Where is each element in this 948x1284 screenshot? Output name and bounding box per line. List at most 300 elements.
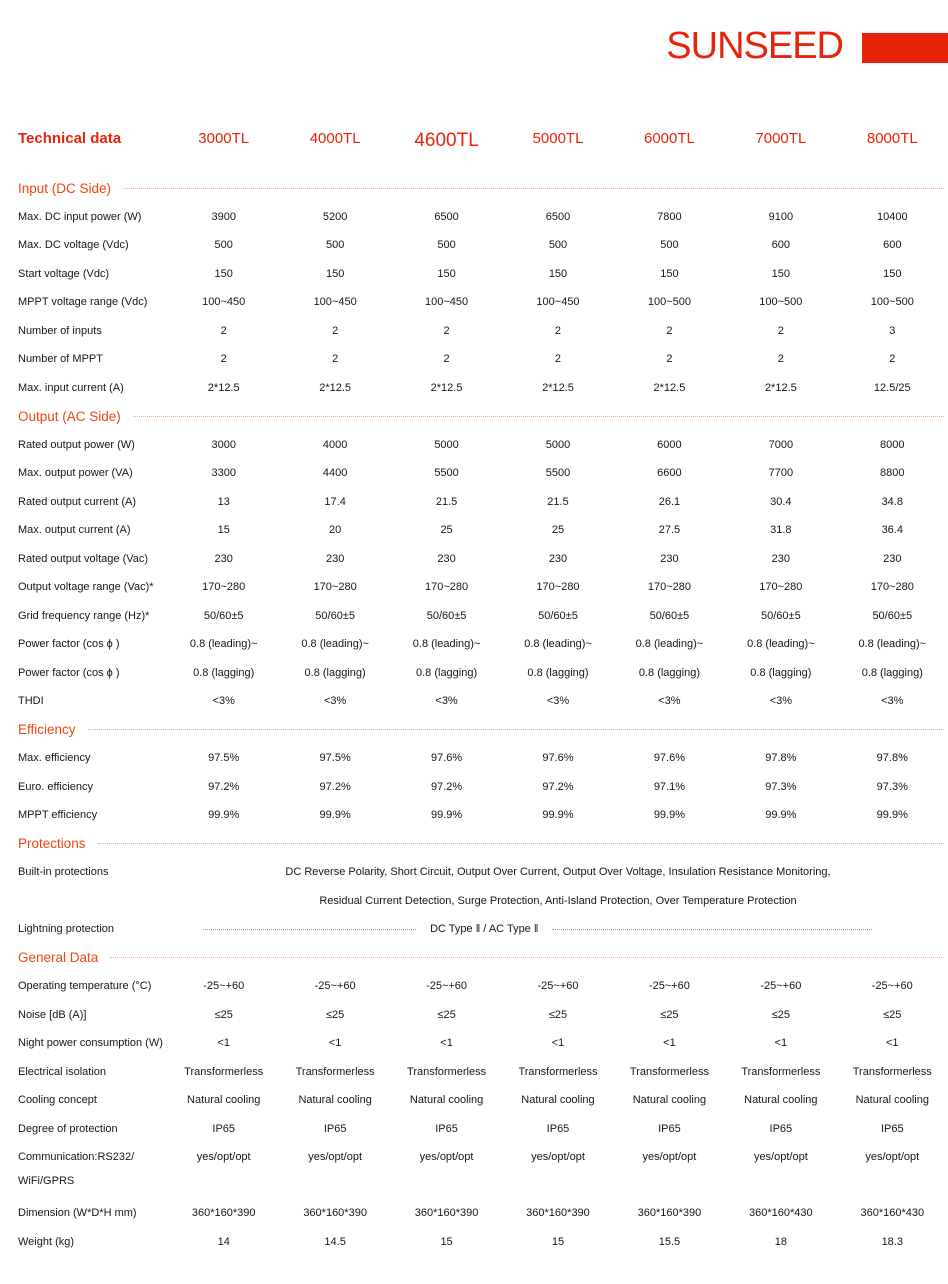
spec-value: yes/opt/opt [419, 1151, 474, 1163]
spec-value: <3% [435, 695, 458, 708]
spec-value: 17.4 [324, 495, 346, 508]
spec-label-line: WiFi/GPRS [18, 1174, 75, 1187]
spec-value: 500 [437, 239, 456, 252]
spec-value: yes/opt/opt [531, 1151, 585, 1163]
spec-label: Lightning protection [18, 923, 115, 935]
spec-value: <1 [886, 1037, 899, 1050]
section-title: Output (AC Side) [18, 408, 121, 424]
spec-label [0, 288, 168, 317]
spec-value: 30.4 [770, 495, 792, 508]
section-divider-line [123, 188, 944, 189]
spec-label [0, 203, 168, 232]
spec-span-text: DC Reverse Polarity, Short Circuit, Output Over Current, Output Over Voltage, Insulation Resistance Monitoring, [285, 866, 831, 879]
spec-row [0, 1029, 948, 1058]
section-title: Efficiency [18, 722, 76, 738]
spec-value: 50/60±5 [426, 609, 467, 622]
spec-label [0, 345, 168, 374]
spec-label-line: Degree of protection [18, 1122, 118, 1135]
section-header [0, 716, 948, 745]
spec-value: 99.9% [430, 809, 463, 822]
spec-value: Natural cooling [187, 1094, 261, 1107]
spec-value: Transformerless [407, 1065, 487, 1078]
spec-row [0, 687, 948, 716]
spec-value: 100~450 [424, 296, 469, 309]
spec-value: 0.8 (lagging) [415, 666, 478, 679]
spec-label [0, 1199, 168, 1228]
spec-row [0, 231, 948, 260]
spec-value: <3% [658, 695, 681, 708]
spec-value: 170~280 [424, 581, 469, 594]
spec-value: 99.9% [208, 809, 240, 822]
spec-value: -25~+60 [648, 980, 690, 993]
spec-value: ≤25 [771, 1008, 790, 1021]
model-header-3000tl: 3000TL [198, 129, 250, 147]
spec-value: 360*160*390 [637, 1207, 702, 1220]
spec-value: Natural cooling [744, 1094, 818, 1107]
spec-label [0, 1228, 168, 1257]
spec-value: 99.9% [319, 809, 351, 822]
spec-value: 6600 [657, 467, 682, 480]
spec-label-line: Euro. efficiency [18, 780, 94, 793]
spec-value: 2 [666, 324, 673, 337]
spec-value: 97.2% [430, 780, 463, 793]
spec-row [0, 573, 948, 602]
spec-value: Natural cooling [855, 1094, 929, 1107]
spec-value: 20 [329, 524, 342, 537]
spec-label-line: Power factor (cos ϕ ) [18, 666, 120, 679]
spec-label [0, 1029, 168, 1058]
spec-value: <3% [881, 695, 904, 708]
spec-value: 0.8 (lagging) [861, 666, 923, 679]
spec-value: 3300 [211, 467, 236, 480]
spec-value: 0.8 (lagging) [193, 666, 255, 679]
spec-label [0, 260, 168, 289]
spec-value: IP65 [658, 1122, 681, 1135]
spec-value: 2 [889, 353, 896, 366]
spec-value: 5200 [322, 210, 348, 223]
spec-value: -25~+60 [203, 980, 245, 993]
spec-value: 230 [660, 552, 679, 565]
spec-label [0, 545, 168, 574]
spec-row-dotted [0, 915, 948, 944]
spec-value: 8000 [880, 438, 905, 451]
spec-value: 2 [332, 324, 339, 337]
spec-value: 97.1% [653, 780, 686, 793]
spec-row [0, 516, 948, 545]
spec-value: 7800 [657, 210, 682, 223]
spec-label [0, 231, 168, 260]
spec-value: yes/opt/opt [196, 1151, 251, 1163]
spec-value: 230 [883, 552, 902, 565]
spec-row [0, 1115, 948, 1144]
section-divider-line [110, 957, 944, 958]
spec-value: 100~500 [870, 296, 914, 309]
spec-value: 97.8% [765, 752, 797, 765]
spec-value: 31.8 [770, 524, 792, 537]
spec-value: 15 [217, 524, 230, 537]
spec-value: 0.8 (leading)~ [858, 638, 927, 651]
spec-label-line: Number of MPPT [18, 353, 103, 365]
spec-label-line: Output voltage range (Vac)* [18, 581, 154, 593]
spec-label-line: THDI [18, 695, 44, 707]
spec-value: 150 [771, 267, 791, 280]
spec-label [0, 801, 168, 830]
spec-value: 99.9% [876, 809, 908, 822]
spec-value: 7700 [768, 467, 794, 480]
spec-value: 50/60±5 [649, 609, 690, 622]
spec-value: 97.8% [876, 752, 908, 765]
spec-dotted-center [168, 923, 948, 935]
spec-row [0, 345, 948, 374]
spec-label-line: Start voltage (Vdc) [18, 267, 110, 280]
model-header-6000tl: 6000TL [643, 129, 695, 147]
spec-value: 2*12.5 [207, 381, 240, 394]
spec-value: 50/60±5 [315, 609, 355, 622]
table-title: Technical data [18, 129, 122, 147]
model-header-5000tl: 5000TL [532, 129, 584, 147]
spec-value: 360*160*390 [191, 1207, 256, 1220]
spec-value: 150 [214, 267, 233, 280]
spec-value: 2*12.5 [430, 381, 463, 394]
dotted-line-right [552, 929, 872, 930]
spec-value: 18.3 [881, 1235, 903, 1248]
spec-value: 0.8 (leading)~ [524, 638, 592, 651]
spec-value: 97.3% [765, 780, 797, 793]
spec-value: 5000 [434, 438, 459, 451]
spec-value: 100~450 [313, 296, 357, 309]
spec-label [0, 773, 168, 802]
section-title: General Data [18, 950, 99, 966]
spec-row [0, 801, 948, 830]
spec-row [0, 203, 948, 232]
spec-value: 170~280 [313, 581, 357, 594]
spec-label-line: Noise [dB (A)] [18, 1008, 87, 1021]
spec-value: IP65 [323, 1122, 347, 1135]
spec-value: 25 [440, 524, 453, 537]
spec-value: 26.1 [658, 495, 681, 508]
spec-value: 150 [883, 267, 902, 280]
spec-value: 21.5 [435, 495, 458, 508]
spec-value: ≤25 [660, 1008, 679, 1021]
spec-value: 99.9% [542, 809, 574, 822]
spec-label-line: Dimension (W*D*H mm) [18, 1207, 137, 1219]
spec-row [0, 1058, 948, 1087]
spec-label [0, 687, 168, 716]
spec-value: 36.4 [881, 524, 903, 537]
spec-value: IP65 [546, 1122, 570, 1135]
spec-value: -25~+60 [871, 980, 913, 993]
spec-label-line: Max. output power (VA) [18, 467, 133, 479]
spec-value: 2*12.5 [653, 381, 686, 394]
model-header-8000tl: 8000TL [866, 129, 918, 147]
spec-row [0, 545, 948, 574]
spec-value: 500 [325, 239, 345, 252]
spec-value: 170~280 [759, 581, 803, 594]
spec-value: <1 [774, 1037, 788, 1050]
spec-row [0, 459, 948, 488]
spec-value: 97.2% [319, 780, 351, 793]
spec-value: -25~+60 [760, 980, 802, 993]
spec-value: yes/opt/opt [753, 1151, 808, 1163]
spec-label-line: Max. output current (A) [18, 524, 131, 536]
spec-value: 0.8 (leading)~ [301, 638, 369, 651]
spec-table-body [0, 174, 948, 1256]
spec-value: 3 [889, 324, 896, 337]
spec-row-span [0, 858, 948, 887]
spec-value: <3% [769, 695, 793, 708]
spec-value: Transformerless [629, 1065, 709, 1078]
spec-value: IP65 [769, 1122, 793, 1135]
spec-label [0, 573, 168, 602]
spec-value: 0.8 (leading)~ [635, 638, 704, 651]
spec-value: 360*160*390 [526, 1207, 590, 1220]
spec-value: 0.8 (leading)~ [747, 638, 815, 651]
spec-row [0, 317, 948, 346]
spec-dotted-text: DC Type ‖ / AC Type ‖ [430, 923, 539, 936]
spec-value: 3000 [211, 438, 236, 451]
spec-label-line: Cooling concept [18, 1094, 97, 1106]
spec-label [0, 1001, 168, 1030]
spec-value: 500 [660, 239, 679, 252]
spec-value: <1 [663, 1037, 676, 1050]
section-divider-line [98, 843, 944, 844]
spec-label [0, 1143, 168, 1193]
spec-value: Natural cooling [409, 1094, 484, 1107]
spec-value: <1 [551, 1037, 565, 1050]
spec-value: 2 [777, 324, 784, 337]
spec-value: 230 [771, 552, 791, 565]
spec-label [0, 317, 168, 346]
spec-value: 97.5% [208, 752, 240, 765]
spec-value: 230 [325, 552, 345, 565]
spec-label-line: Number of inputs [18, 324, 102, 337]
section-title: Protections [18, 836, 86, 852]
spec-value: ≤25 [548, 1008, 568, 1021]
spec-value: 97.5% [319, 752, 351, 765]
spec-value: 600 [883, 239, 902, 252]
spec-label-line: Weight (kg) [18, 1235, 75, 1248]
spec-label [0, 488, 168, 517]
spec-value: 0.8 (lagging) [527, 666, 589, 679]
spec-value: 99.9% [653, 809, 686, 822]
spec-value: 360*160*390 [414, 1207, 479, 1220]
spec-value: 97.6% [430, 752, 463, 765]
spec-value: 150 [437, 267, 456, 280]
spec-value: 100~450 [202, 296, 246, 309]
spec-label [0, 431, 168, 460]
spec-value: 97.2% [208, 780, 240, 793]
spec-value: 170~280 [647, 581, 691, 594]
spec-value: 5500 [434, 467, 459, 480]
spec-value: Natural cooling [298, 1094, 372, 1107]
spec-value: 99.9% [765, 809, 797, 822]
spec-value: 13 [217, 495, 230, 508]
spec-value: 50/60±5 [203, 609, 244, 622]
spec-value: 230 [548, 552, 568, 565]
section-title: Input (DC Side) [18, 180, 112, 196]
model-header-4600tl: 4600TL [414, 130, 479, 151]
spec-value: yes/opt/opt [308, 1151, 363, 1163]
spec-value: <1 [440, 1037, 453, 1050]
spec-value: 97.3% [876, 780, 908, 793]
spec-label [0, 1058, 168, 1087]
spec-value: 170~280 [536, 581, 580, 594]
spec-value: 100~500 [647, 296, 691, 309]
section-header [0, 830, 948, 859]
spec-value: 230 [214, 552, 233, 565]
spec-label [0, 744, 168, 773]
section-header [0, 174, 948, 203]
spec-value: yes/opt/opt [865, 1151, 920, 1163]
spec-value: -25~+60 [314, 980, 356, 993]
spec-value: ≤25 [883, 1008, 902, 1021]
section-header [0, 402, 948, 431]
spec-value: IP65 [880, 1122, 904, 1135]
spec-value: 21.5 [547, 495, 569, 508]
spec-row [0, 744, 948, 773]
spec-label: Built-in protections [18, 866, 109, 878]
spec-label-line: Max. efficiency [18, 752, 91, 764]
spec-value: Transformerless [518, 1065, 598, 1078]
spec-label-line: Rated output voltage (Vac) [18, 552, 149, 565]
spec-value: 170~280 [202, 581, 246, 594]
spec-label [0, 459, 168, 488]
spec-value: 6000 [657, 438, 682, 451]
model-header-4000tl: 4000TL [309, 129, 361, 147]
section-divider-line [88, 729, 944, 730]
spec-value: 0.8 (leading)~ [189, 638, 258, 651]
spec-row [0, 1001, 948, 1030]
spec-value: 15.5 [658, 1235, 681, 1248]
spec-value: 34.8 [881, 495, 903, 508]
spec-label [0, 659, 168, 688]
spec-row-span [0, 887, 948, 916]
spec-value: <3% [546, 695, 570, 708]
dotted-line-left [203, 929, 416, 930]
spec-row [0, 773, 948, 802]
spec-value: 97.6% [542, 752, 574, 765]
model-header-7000tl: 7000TL [755, 129, 807, 147]
spec-row [0, 260, 948, 289]
spec-value: 14 [217, 1235, 230, 1248]
spec-value: 500 [214, 239, 233, 252]
spec-value: 0.8 (lagging) [638, 666, 700, 679]
spec-label-line: Rated output current (A) [18, 495, 137, 508]
spec-value: 360*160*430 [860, 1207, 925, 1220]
spec-label [0, 1115, 168, 1144]
spec-value: 8800 [880, 467, 905, 480]
spec-row [0, 659, 948, 688]
spec-value: 100~450 [536, 296, 580, 309]
spec-label-line: Max. input current (A) [18, 381, 124, 394]
spec-value: 170~280 [870, 581, 914, 594]
spec-value: ≤25 [437, 1008, 456, 1021]
spec-value: Natural cooling [632, 1094, 707, 1107]
spec-label-line: Electrical isolation [18, 1065, 107, 1078]
spec-label-line: Max. DC voltage (Vdc) [18, 239, 129, 251]
spec-value: 600 [771, 239, 791, 252]
spec-label-line: Operating temperature (°C) [18, 980, 152, 992]
spec-value: 7000 [768, 438, 794, 451]
spec-label-line: Communication:RS232/ [18, 1151, 135, 1163]
spec-value: yes/opt/opt [642, 1151, 697, 1163]
spec-span-text: Residual Current Detection, Surge Protection, Anti-Island Protection, Over Temperature Protection [319, 894, 797, 907]
spec-value: ≤25 [325, 1008, 345, 1021]
spec-value: 150 [548, 267, 568, 280]
spec-value: Transformerless [852, 1065, 932, 1078]
spec-row [0, 431, 948, 460]
spec-value: 100~500 [759, 296, 803, 309]
spec-value: Transformerless [184, 1065, 264, 1078]
spec-value: 10400 [876, 210, 908, 223]
model-header-row [0, 123, 948, 153]
spec-value: 5500 [545, 467, 571, 480]
spec-row [0, 972, 948, 1001]
spec-value: 15 [551, 1235, 565, 1248]
section-header [0, 944, 948, 973]
spec-value: -25~+60 [426, 980, 468, 993]
spec-row [0, 602, 948, 631]
spec-value: 2 [443, 353, 450, 366]
spec-value: Transformerless [295, 1065, 375, 1078]
spec-value: 6500 [545, 210, 571, 223]
spec-value: -25~+60 [537, 980, 579, 993]
spec-value: 2*12.5 [542, 381, 574, 394]
spec-value: 9100 [768, 210, 794, 223]
spec-value: 97.6% [653, 752, 686, 765]
spec-value: 50/60±5 [872, 609, 913, 622]
spec-label-line: MPPT efficiency [18, 809, 98, 821]
spec-row [0, 488, 948, 517]
spec-label [0, 972, 168, 1001]
spec-value: 150 [660, 267, 679, 280]
spec-value: 500 [548, 239, 568, 252]
spec-value: 15 [440, 1235, 453, 1248]
spec-value: Transformerless [741, 1065, 821, 1078]
spec-value: ≤25 [214, 1008, 233, 1021]
spec-value: <3% [323, 695, 347, 708]
spec-row [0, 1199, 948, 1228]
spec-value: <3% [212, 695, 235, 708]
spec-row [0, 1086, 948, 1115]
spec-value: 2 [554, 324, 562, 337]
spec-value: 6500 [434, 210, 459, 223]
spec-label [0, 1086, 168, 1115]
spec-row [0, 1143, 948, 1199]
spec-value: 12.5/25 [873, 381, 911, 394]
spec-value: 50/60±5 [761, 609, 801, 622]
spec-value: <1 [328, 1037, 342, 1050]
spec-value: 2*12.5 [319, 381, 352, 394]
spec-value: 2 [666, 353, 673, 366]
spec-label-line: Night power consumption (W) [18, 1037, 163, 1049]
spec-value: 0.8 (lagging) [750, 666, 812, 679]
spec-value: 4400 [322, 467, 348, 480]
spec-value: 2*12.5 [764, 381, 797, 394]
spec-value: 230 [437, 552, 456, 565]
spec-row [0, 288, 948, 317]
spec-value: 3900 [211, 210, 236, 223]
spec-label [0, 602, 168, 631]
spec-value: 2 [220, 324, 227, 337]
spec-value: 50/60±5 [538, 609, 578, 622]
spec-label-line: Max. DC input power (W) [18, 210, 142, 223]
spec-value: 25 [551, 524, 565, 537]
spec-label-line: Rated output power (W) [18, 438, 135, 451]
spec-value: IP65 [212, 1122, 236, 1135]
spec-value: <1 [217, 1037, 230, 1050]
spec-label-line: Power factor (cos ϕ ) [18, 638, 120, 650]
